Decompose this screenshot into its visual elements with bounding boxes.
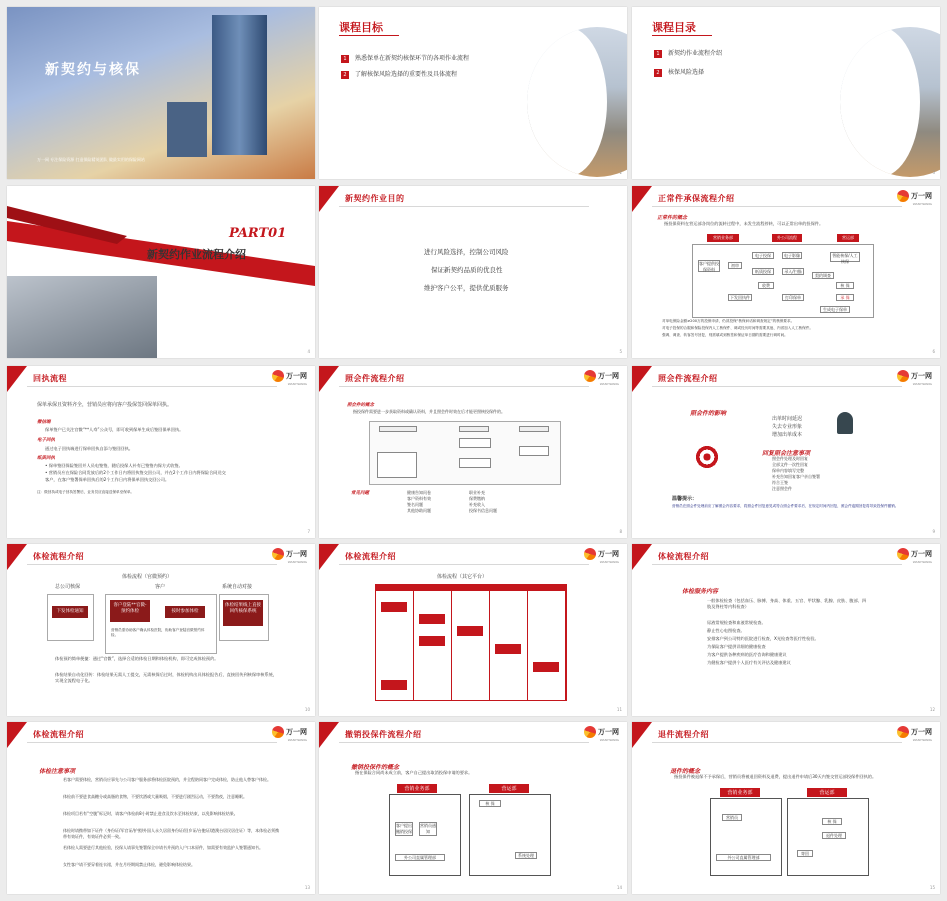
slide-course-goals[interactable] [319, 7, 627, 179]
page-number: 5 [619, 349, 622, 354]
flow-node: 客户提出撤销投保 [396, 823, 412, 834]
flow-node [377, 452, 417, 478]
slide-title: 退件流程介绍 [658, 729, 709, 739]
header-line [339, 386, 589, 387]
lane-header-1: 营销业务部 [707, 234, 739, 242]
brand-logo: 万一网 [897, 190, 932, 202]
brand-logo: 万一网 [584, 548, 619, 560]
slide-title: 体检流程介绍 [33, 551, 84, 561]
lane-header-1: 营销业务部 [720, 788, 760, 797]
note-item: 体检前不要进食高糖分或高脂的食物，不要饮酒或大量吸烟，不要进行剧烈运动，不要熬夜，注意睡眠。 [63, 794, 247, 799]
logo-subtitle: WANYIWANG [912, 382, 932, 386]
page-number: 9 [932, 529, 935, 534]
flow-node: 收费 [758, 282, 774, 289]
faq-item: 职业补充 [469, 490, 485, 495]
section-heading: 正常件的概念 [657, 215, 688, 221]
tip-item: 注意照会件 [772, 486, 792, 491]
city-photo-circle [527, 27, 627, 177]
flow-note: 营销员需协助客户确认体检医院，协助客户登陆官微预约体检。 [111, 628, 205, 638]
header-triangle [632, 366, 652, 392]
slide-title: 体检流程介绍 [33, 729, 84, 739]
slide-purpose[interactable] [319, 186, 627, 358]
tip-item: 符合王签 [772, 480, 788, 485]
brand-logo: 万一网 [272, 370, 307, 382]
body-line: 通过电子回执端进行保单回执自添与签回回执。 [45, 446, 133, 451]
flow-node [459, 458, 491, 468]
toc-item-1: 新契约作业流程介绍 [668, 50, 723, 57]
slide-title: 照会件流程介绍 [345, 373, 405, 383]
lane-header-2: 外公司流程 [772, 234, 802, 242]
slide-exam-content[interactable] [632, 544, 940, 716]
target-icon [694, 444, 720, 470]
flow-node: 承 保 [836, 294, 854, 301]
section-heading: 体检服务内容 [682, 588, 719, 595]
concept-desc: 指投保件需要进一步获取资料或确认资料，并且照会件时效在后才能更照核投保件的。 [353, 409, 505, 414]
flow-node: 客户登陆**官微-预约体检 [110, 600, 150, 622]
content-item: 尿液常规检查和血液常规检查。 [707, 620, 766, 625]
slide-course-toc[interactable] [632, 7, 940, 179]
flow-node: 营销员通知 [420, 823, 436, 834]
goal-item-1: 熟悉保单在新契约核保环节的各项作业流程 [355, 55, 470, 62]
flow-node: 核 保 [836, 282, 854, 289]
logo-icon [272, 548, 284, 560]
faq-item: 投保书信息问题 [469, 508, 497, 513]
lane-header-3: 营运部 [837, 234, 859, 242]
header-line [652, 742, 902, 743]
part-title: 新契约作业流程介绍 [147, 248, 246, 261]
tip-item: 照会件处理及时回复 [772, 456, 808, 461]
column-header: 系统自动对接 [222, 584, 253, 590]
swimlane-header [375, 584, 565, 591]
header-line [27, 742, 277, 743]
flow-node [519, 446, 549, 456]
tip-item: 保单内容填写完整 [772, 468, 804, 473]
slide-title: 回执流程 [33, 373, 67, 383]
brand-logo: 万一网 [897, 726, 932, 738]
note-1: 对单电保险金额≥200万的投保申请，仍须投保“核保问话和调查规定”的核保要求。 [662, 319, 795, 323]
slide-title: 撤销投保件流程介绍 [345, 729, 422, 739]
city-photo-circle [840, 27, 940, 177]
effect-item: 失去专业形象 [772, 424, 803, 430]
logo-subtitle: WANYIWANG [599, 560, 619, 564]
cover-title: 新契约与核保 [45, 62, 141, 78]
slide-exam-other[interactable] [319, 544, 627, 716]
slide-exam-official[interactable] [7, 544, 315, 716]
slide-title: 体检流程介绍 [345, 551, 396, 561]
body-line: • 保单签回保险签回并人员电签签，随后投保人补有已签签内保方式收签。 [45, 463, 183, 468]
flow-caption: 体检流程（其它平台） [437, 574, 488, 580]
page-number: 14 [616, 885, 622, 890]
slide-title: 体检流程介绍 [658, 551, 709, 561]
flow-node [459, 426, 489, 432]
slide-title: 正常件承保流程介绍 [658, 193, 735, 203]
slide-title: 课程目标 [339, 21, 383, 34]
logo-icon [584, 370, 596, 382]
flow-node [381, 602, 407, 612]
header-line [27, 564, 277, 565]
faq-item: 签名问题 [407, 502, 423, 507]
note-item: 体检项目若有“空腹”标记时，请客户体检前8小时禁止进食及饮水至体检结束，以免影响体检结果。 [63, 811, 238, 816]
brand-logo: 万一网 [584, 370, 619, 382]
title-underline [339, 35, 399, 36]
page-number: 3 [932, 170, 935, 175]
header-line [339, 206, 589, 207]
faq-item: 补充收入 [469, 502, 485, 507]
section-heading: 体检注意事项 [39, 768, 76, 775]
column-header: 总公司核保 [55, 584, 81, 590]
flow-node [457, 626, 483, 636]
building-image [212, 15, 267, 155]
brand-logo: 万一网 [272, 548, 307, 560]
tip-item: 全部文件一次性回复 [772, 462, 808, 467]
flow-node: 电子影像 [784, 253, 800, 258]
slide-title: 新契约作业目的 [345, 193, 405, 203]
page-number: 10 [304, 707, 310, 712]
note-item: 若体检人需要进行其他检验，投保人请事先签署保全申请书并预约入户口本原件，如需要有效监护人签署通知书。 [63, 845, 263, 850]
lane-frame [710, 798, 782, 876]
content-item: 为保险客户提供详细的健康检查 [707, 644, 766, 649]
page-number: 15 [929, 885, 935, 890]
bullet-1: 1 [341, 55, 349, 63]
intro-line: 保单承保且资料齐全，营销员应将向客户投保签回保单回执。 [37, 402, 173, 408]
header-line [27, 386, 277, 387]
slide-return-flow[interactable] [632, 722, 940, 894]
flow-node: 按时参加体检 [165, 606, 205, 618]
lane-header-2: 营运部 [489, 784, 529, 793]
page-number: 12 [929, 707, 935, 712]
flow-node: 电子投保 [752, 252, 774, 259]
section-heading: 微信端 [37, 420, 51, 425]
tip-item: 补充告知回复客户亲自签署 [772, 474, 820, 479]
flow-node [381, 680, 407, 690]
flow-node: 客户提供投保资料 [699, 261, 719, 272]
flow-node [519, 426, 549, 432]
concept-desc: 指投保件被退保不予承保后，营销员将被退回资料及退费，提出退件申请后30天内签交营运部投保件回执的。 [674, 774, 877, 779]
brand-logo: 万一网 [897, 548, 932, 560]
logo-icon [897, 370, 909, 382]
header-line [339, 742, 589, 743]
flow-node: 下发回执件 [730, 295, 750, 300]
header-line [652, 564, 902, 565]
warm-tip: 营销员在照会件处理前应了解照会内容要求，将照会件回复意见或符合照会件要求后，在规定时间内回复，照会件逾期回复将导致投保件撤销。 [672, 504, 899, 508]
header-triangle [632, 544, 652, 570]
page-number: 4 [307, 349, 310, 354]
brand-logo: 万一网 [584, 726, 619, 738]
flow-node: 生成电子保单 [820, 306, 850, 313]
header-line [652, 206, 902, 207]
logo-icon [584, 726, 596, 738]
point-2: 体检结果自动化回传：体检结果无需人工提交，无需核保后过时，体检机构出具体检报告后，直接回传到核保审核系统，实现全流程电子化。 [55, 672, 277, 684]
flow-node: 智能核保/人工核保 [830, 252, 860, 262]
page-number: 2 [619, 170, 622, 175]
section-heading: 照会件的影响 [690, 410, 727, 417]
bullet-1: 1 [654, 50, 662, 58]
effect-item: 出单时间延迟 [772, 416, 803, 422]
purpose-line-3: 维护客户公平，提供优质服务 [424, 284, 509, 292]
logo-icon [272, 726, 284, 738]
footnote: 注：微回执或电子回执签署后，业务员应直接送保单至保单。 [37, 490, 135, 494]
flow-node: 初审 [728, 262, 742, 269]
note-item: 女性客户请不要穿着连衣裙，并在月经期间禁止体检，避免影响体检结果。 [63, 862, 195, 867]
column-header: 客户 [155, 584, 166, 590]
flow-node: 营销员 [722, 814, 742, 821]
slide-title: 课程目录 [652, 21, 696, 34]
faq-item: 其他协助问题 [407, 508, 431, 513]
part-label: PART01 [229, 226, 287, 241]
slide-cover[interactable] [7, 7, 315, 179]
logo-icon [584, 548, 596, 560]
header-line [339, 564, 589, 565]
header-triangle [632, 186, 652, 212]
brand-logo: 万一网 [272, 726, 307, 738]
title-underline [652, 35, 712, 36]
header-triangle [319, 366, 339, 392]
slide-notice-flow[interactable] [319, 366, 627, 538]
flow-node [495, 644, 521, 654]
slide-part01[interactable] [7, 186, 315, 358]
flow-caption: 体检流程（官微预约） [122, 574, 173, 580]
section-heading: 撤销投保件的概念 [351, 764, 400, 771]
flow-node: 契约调查 [812, 272, 834, 279]
flow-node: 外公司直属管理部 [716, 854, 771, 861]
section-heading: 电子回执 [37, 438, 55, 443]
header-triangle [7, 722, 27, 748]
header-triangle [319, 186, 339, 212]
concept-desc: 指投保资料在营运部各岗位的流转过程中，未发生流程停转，可以正常出单的投保件。 [664, 221, 824, 226]
person-icon [837, 412, 853, 434]
section-heading: 退件的概念 [670, 768, 701, 775]
body-line: 保单签户已关注官微“**人寿”公众号，即可收到保单生成后签回保单回执。 [45, 427, 184, 432]
page-number: 7 [307, 529, 310, 534]
logo-subtitle: WANYIWANG [287, 738, 307, 742]
header-triangle [319, 722, 339, 748]
header-triangle [632, 722, 652, 748]
flow-node [533, 662, 559, 672]
logo-subtitle: WANYIWANG [599, 382, 619, 386]
body-line: • 营销员应在保险合同发放后的2个工作日内将回执签交回公司，并在2个工作日内将保险合同送交 [45, 470, 226, 475]
body-line: 客户，在客户签署保单回执后的2个工作日内将保单回执交回公司。 [45, 477, 170, 482]
brand-logo: 万一网 [897, 370, 932, 382]
note-item: 体检时请携带如下证件（身份证/军官证/护照/外国人永久居留身份证/回乡证/台胞证/港澳台居民居住证）等，本体检必须携带有效证件，有效证件必须一致。 [63, 828, 280, 839]
building-image-2 [167, 102, 207, 157]
concept-desc: 指在保险合同尚未成立前，客户自己提出取消投保申请的要求。 [355, 770, 473, 775]
flow-node: 下发体检通知 [52, 606, 88, 618]
header-triangle [7, 366, 27, 392]
flow-node: 系统处理 [515, 852, 537, 859]
flow-node: 寄回 [797, 850, 813, 857]
building-photo [7, 276, 157, 358]
section-heading: 回复照会注意事项 [762, 450, 811, 457]
faq-heading: 常见问题 [351, 491, 369, 496]
header-triangle [319, 544, 339, 570]
faq-item: 客户资料有效 [407, 496, 431, 501]
logo-subtitle: WANYIWANG [912, 560, 932, 564]
logo-subtitle: WANYIWANG [287, 382, 307, 386]
content-item: 安排客户到公司特约医院进行检查，X光检查等医疗性检验。 [707, 636, 819, 641]
header-line [652, 386, 902, 387]
logo-icon [897, 190, 909, 202]
slide-normal-flow[interactable] [632, 186, 940, 358]
effect-item: 增加出单成本 [772, 432, 803, 438]
content-item: 一般体检检查（包括血压、脉搏、身高、体重、五官、甲状腺、乳腺、皮肤、腹部、四肢及脊柱等内科检查） [707, 598, 867, 610]
purpose-line-1: 进行风险选择，控制公司风险 [424, 248, 509, 256]
flow-node: 纸质投保 [752, 268, 774, 275]
slide-title: 照会件流程介绍 [658, 373, 718, 383]
purpose-line-2: 保证新契约品质的优良性 [431, 266, 503, 274]
page-number: 11 [616, 707, 622, 712]
logo-icon [272, 370, 284, 382]
cover-footer: 万一网 专注保险资源 打造保险精英团队 做最实用的保险网站 [37, 157, 145, 162]
lane-header-2: 营运部 [807, 788, 847, 797]
flow-node: 打印保单 [782, 294, 804, 301]
section-heading: 照会件的概念 [347, 403, 374, 408]
slide-notice-impact[interactable] [632, 366, 940, 538]
toc-item-2: 核保风险选择 [668, 69, 705, 76]
logo-icon [897, 548, 909, 560]
goal-item-2: 了解核保风险选择的重要性及具体流程 [355, 71, 458, 78]
slide-withdraw-flow[interactable] [319, 722, 627, 894]
flow-node: 体检结果线上直接回传核保系统 [223, 600, 263, 626]
faq-item: 保费缴纳 [469, 496, 485, 501]
logo-icon [897, 726, 909, 738]
logo-subtitle: WANYIWANG [287, 560, 307, 564]
flow-node: 外公司直属管理部 [395, 854, 445, 861]
content-item: 为健检客户提供个人医疗有关评估及健康建议 [707, 660, 791, 665]
slide-exam-notes[interactable] [7, 722, 315, 894]
section-heading: 纸质回执 [37, 456, 55, 461]
logo-subtitle: WANYIWANG [912, 202, 932, 206]
page-number: 8 [619, 529, 622, 534]
warm-heading: 温馨提示： [672, 496, 698, 502]
flow-node: 退件处理 [822, 832, 846, 839]
page-number: 13 [304, 885, 310, 890]
header-triangle [7, 544, 27, 570]
flow-node [419, 636, 445, 646]
flow-node: 核 保 [479, 800, 501, 807]
content-item: 静止性心电图检查。 [707, 628, 745, 633]
lane-header-1: 营销业务部 [397, 784, 437, 793]
flow-node: 录入/扫描 [782, 268, 804, 275]
logo-subtitle: WANYIWANG [912, 738, 932, 742]
note-item: 若客户需要体检，营销员应事先与公司客户服务部将体检医院预约，并全程陪同客户完成体检，防止他人替客户体检。 [63, 777, 271, 782]
bullet-2: 2 [341, 71, 349, 79]
flow-node: 核 保 [822, 818, 842, 825]
point-1: 体检预约简单便捷：通过“官微”，选择合适的体检日期和体检机构，即可完成体检预约。 [55, 656, 219, 661]
flow-node [379, 426, 417, 432]
bullet-2: 2 [654, 69, 662, 77]
slide-receipt-flow[interactable] [7, 366, 315, 538]
faq-item: 健康告知问卷 [407, 490, 431, 495]
flow-node [459, 438, 491, 448]
logo-subtitle: WANYIWANG [599, 738, 619, 742]
note-3: 强调、调查、转客签号回复，则需填或到核签和保证单日期的需要进行调时间。 [662, 333, 788, 337]
page-number: 6 [932, 349, 935, 354]
note-2: 对电子投保的合服和保险投保内人工核保件、调或经历时间等需要其他、内省加入人工核保件。 [662, 326, 813, 330]
flow-node [419, 614, 445, 624]
content-item: 为客户提供各种疾病的医疗咨询和健康建议 [707, 652, 787, 657]
